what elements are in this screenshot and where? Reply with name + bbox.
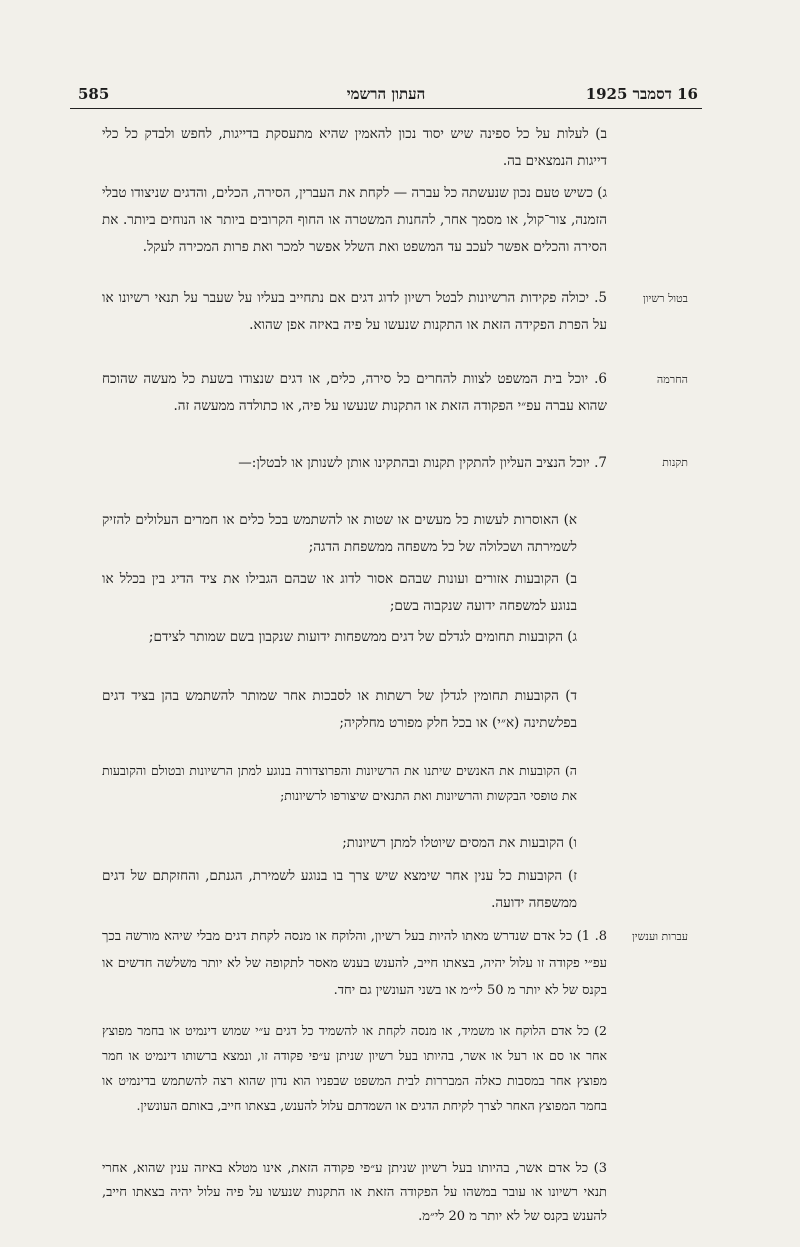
section-8-1: 8. 1) כל אדם שנדרש מאתו להיות בעל רשיון, והלוקח או מנסה לקחת דגים מבלי שיהא מורשה בכך עפ״י פקודה זו עלול יהיה, בצאתו חייב, להענש בענש מאסר לתקופה של לא יותר משלשה חדשים או בקנס של לא יותר מ 50 לי״מ או בשני העונשין גם יחד.	[102, 929, 608, 998]
section-7f: ו) הקובעות את המסים שיוטלו למתן רשיונות;	[342, 835, 577, 851]
issue-date: 16 דסמבר 1925	[585, 85, 698, 103]
section-7e: ה) הקובעות את האנשים שיתנו את הרשיונות והפרוצדורה בנוגע למתן הרשיונות ובטולם והקובעות את טופסי הבקשות והרשיונות ואת התנאים שיצורפו לרשיונות;	[102, 763, 577, 803]
section-4c: ג) כשיש טעם נכון שנעשתה כל עברה — לקחת את העברין, הסירה, הכלים, והדגים שניצודו טבלי הזמנה, צור־קול, או מסמך אחר, להחנות המשטרה או החוף הקרובים ביותר או הנוחים ביותר. את הסירה והכלים אפשר לעכב עד המשפט ואת השלל אפשר למכר ואת פרות המכירה לעקל.	[102, 185, 607, 255]
section-7a: א) האוסרות לעשות כל מעשים או שטות או להשתמש בכל כלים או חמרים העלולים להזיק לשמירתה ושכלולה של כל משפחה ממשפחת הדגה;	[102, 512, 577, 555]
section-5: 5. יכולה פקידות הרשיונות לבטל רשיון לדוג דגים אם נתחייב בעליו על שעבר על תנאי רשיונו או על הפרת הפקידה הזאת או התקנות שנעשו על פיה באיזה אפן שהוא.	[102, 290, 607, 333]
side-note-regulations: תקנות	[662, 456, 688, 469]
section-8-2: 2) כל אדם הלוקח או משמיד, או מנסה לקחת או להשמיד כל דגים ע״י שמוש דינמיט או בחמר מפוצץ אחר או סם או רעל או אשר, בהיותו בעל רשיון שניתן ע״פי פקודה זו, ונמצא ברשותו דינמיט או חמר מפוצץ אחר במסבות כאלה המבררות לבית המשפט שבפניו הוא נדון שהוא רצה להשתמש בדינמיט או בחמר המפוצץ האחר לצרך לקיחת הדגים או השמדתם עלול להענש, בצאתו חייב, באותם העונשין.	[102, 1023, 607, 1113]
side-note-offenses: עברות וענשין	[631, 930, 688, 943]
page-header	[70, 85, 702, 107]
gazette-title: העתון הרשמי	[346, 85, 426, 103]
section-6: 6. יוכל בית המשפט לצוות להחרים כל סירה, כלים, או דגים שנצודו בשעת כל מעשה שהוכח שהוא עברה עפ״י הפקודה הזאת או התקנות שנעשו על פיה, או כתולדה ממעשה זה.	[102, 371, 607, 414]
section-7g: ז) הקובעות כל ענין אחר שימצא שיש צרך בו בנוגע לשמירת, הגנתם, והחזקתם של דגים ממשפחה ידועה.	[102, 868, 577, 911]
header-rule	[70, 108, 702, 109]
section-7c: ג) הקובעות תחומים לגדלם של דגים ממשפחות ידועות שנקבון בשם שמותר לצידם;	[148, 629, 577, 645]
page-number: 585	[78, 85, 110, 103]
section-7b: ב) הקובעות אזורים ועונות שבהם אסור לדוג או שבהם הגבילו את ציד הדיג בין בכלל או בנוגע למשפחה ידועה שנקבוה בשם;	[102, 571, 577, 614]
side-note-destruction: החרמה	[656, 373, 688, 386]
section-8-3: 3) כל אדם אשר, בהיותו בעל רשיון שניתן ע״פי פקודה הזאת, אינו מטלא באיזה ענין שהוא, אחרי תנאי רשיונו או עובר במשהו על הפקודה הזאת או התקנות שנעשו על פיה עלול יהיה בצאתו חייב, להענש בקנס של לא יותר מ 20 לי״מ.	[102, 1161, 607, 1224]
section-4b: ב) לעלות על כל ספינה שיש יסוד נכון להאמין שהיא מתעסקת בדייגות, לחפש ולבדק כל כלי דייגות הנמצאים בה.	[102, 126, 607, 169]
side-note-cancel-license: בטול רשיון	[642, 292, 688, 305]
section-7d: ד) הקובעות תחומין לגדלן של רשתות או לסבכות אחר שמותר להשתמש בהן בציד דגים בפלשתינה (א״י) או בכל חלק מפורט מחלקיה;	[102, 688, 577, 731]
section-7: 7. יוכל הנציב העליון להתקין תקנות ובהתקינו אותן לשנותן או לבטלן:—	[238, 455, 607, 471]
